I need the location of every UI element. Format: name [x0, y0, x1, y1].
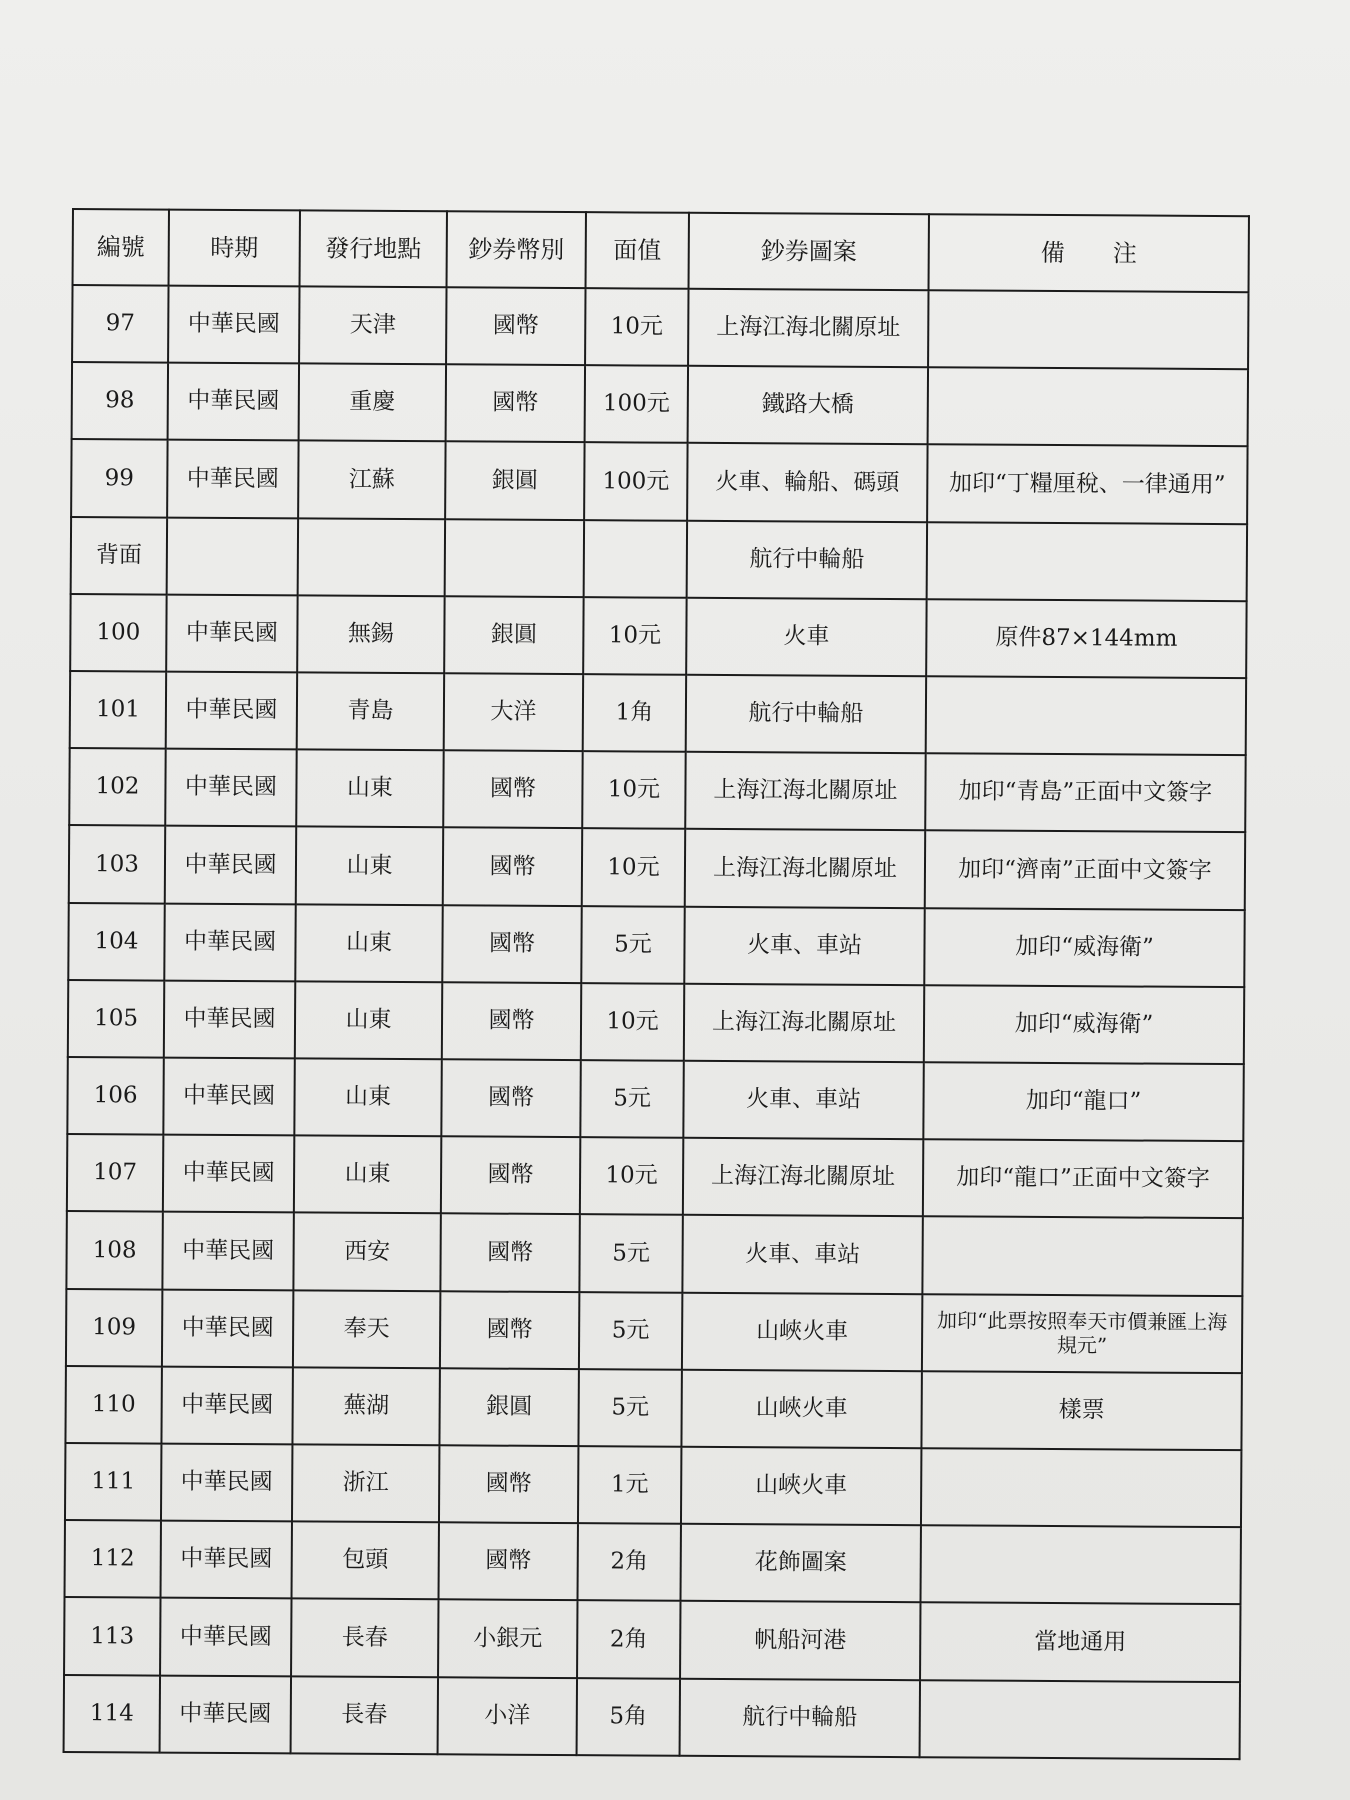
cell-remark: 加印“龍口”: [923, 1062, 1243, 1141]
cell-period: [167, 517, 298, 595]
cell-currency: 銀圓: [445, 442, 584, 520]
cell-design: 帆船河港: [680, 1601, 920, 1680]
cell-remark: 加印“威海衛”: [924, 985, 1244, 1064]
cell-currency: 國幣: [439, 1445, 578, 1523]
table-row: [66, 1289, 1242, 1373]
cell-remark: [926, 676, 1246, 755]
cell-currency: 國幣: [446, 364, 585, 442]
cell-currency: 國幣: [440, 1291, 579, 1369]
cell-period: 中華民國: [164, 980, 295, 1058]
cell-currency: 國幣: [439, 1523, 578, 1601]
table-row: [64, 1675, 1240, 1760]
cell-period: 中華民國: [160, 1598, 291, 1676]
table-row: [70, 671, 1246, 755]
cell-remark: 加印“龍口”正面中文簽字: [923, 1139, 1243, 1218]
cell-value: 5元: [579, 1215, 682, 1293]
table-row: [71, 517, 1247, 601]
cell-place: 青島: [297, 672, 444, 750]
cell-id: 107: [67, 1134, 163, 1212]
cell-currency: 國幣: [441, 1137, 580, 1215]
cell-design: 火車: [686, 598, 926, 677]
cell-period: 中華民國: [161, 1521, 292, 1599]
cell-period: 中華民國: [162, 1289, 293, 1367]
cell-remark: 加印“濟南”正面中文簽字: [925, 831, 1245, 910]
cell-remark: 加印“此票按照奉天市價兼匯上海規元”: [922, 1294, 1242, 1373]
cell-value: 2角: [577, 1601, 680, 1679]
cell-value: 1元: [578, 1446, 681, 1524]
cell-id: 105: [68, 980, 164, 1058]
cell-period: 中華民國: [168, 363, 299, 441]
table-row: [72, 285, 1248, 369]
cell-place: 西安: [293, 1213, 440, 1291]
cell-currency: 小銀元: [438, 1600, 577, 1678]
cell-remark: 加印“青島”正面中文簽字: [925, 753, 1245, 832]
cell-currency: 小洋: [438, 1677, 577, 1755]
cell-remark: [927, 522, 1247, 601]
table-row: [71, 439, 1247, 523]
cell-remark: [920, 1680, 1240, 1759]
table-row: [69, 825, 1245, 909]
cell-currency: 銀圓: [439, 1368, 578, 1446]
header-row: [73, 209, 1249, 292]
header-value: 面值: [586, 212, 689, 289]
cell-id: 110: [65, 1366, 161, 1444]
cell-place: 長春: [291, 1676, 438, 1754]
cell-place: 山東: [294, 1136, 441, 1214]
cell-place: 無錫: [297, 595, 444, 673]
cell-design: 上海江海北關原址: [685, 829, 925, 908]
cell-currency: 國幣: [443, 750, 582, 828]
cell-currency: 銀圓: [444, 596, 583, 674]
cell-value: [584, 520, 687, 598]
cell-currency: 國幣: [442, 905, 581, 983]
cell-currency: [445, 519, 584, 597]
cell-value: 5元: [580, 1060, 683, 1138]
table-row: [72, 362, 1248, 446]
cell-place: 重慶: [299, 364, 446, 442]
table-row: [65, 1443, 1241, 1527]
cell-remark: [922, 1217, 1242, 1296]
cell-period: 中華民國: [161, 1366, 292, 1444]
cell-place: 蕪湖: [292, 1367, 439, 1445]
table-row: [66, 1211, 1242, 1295]
cell-remark: [928, 290, 1248, 369]
cell-id: 113: [64, 1597, 160, 1675]
cell-remark: 當地通用: [920, 1603, 1240, 1682]
cell-remark: 樣票: [921, 1371, 1241, 1450]
cell-design: 航行中輪船: [687, 520, 927, 599]
cell-design: 火車、輪船、碼頭: [687, 443, 927, 522]
cell-place: 江蘇: [298, 441, 445, 519]
cell-place: 天津: [299, 286, 446, 364]
cell-place: 長春: [291, 1599, 438, 1677]
table-row: [65, 1520, 1241, 1604]
cell-id: 104: [68, 903, 164, 981]
table-row: [69, 748, 1245, 832]
cell-id: 112: [65, 1520, 161, 1598]
cell-period: 中華民國: [165, 826, 296, 904]
cell-currency: 國幣: [446, 287, 585, 365]
cell-design: 上海江海北關原址: [683, 1138, 923, 1217]
cell-currency: 國幣: [442, 982, 581, 1060]
cell-design: 花飾圖案: [681, 1524, 921, 1603]
cell-period: 中華民國: [165, 749, 296, 827]
cell-remark: 加印“丁糧厘稅、一律通用”: [927, 445, 1247, 524]
cell-id: 102: [69, 748, 165, 826]
cell-design: 火車、車站: [683, 1061, 923, 1140]
cell-value: 10元: [585, 288, 688, 366]
cell-design: 鐵路大橋: [688, 366, 928, 445]
cell-period: 中華民國: [167, 440, 298, 518]
header-currency: 鈔券幣別: [447, 211, 586, 288]
cell-currency: 國幣: [440, 1214, 579, 1292]
cell-id: 114: [64, 1675, 160, 1753]
cell-design: 火車、車站: [684, 906, 924, 985]
cell-place: 山東: [296, 750, 443, 828]
cell-design: 山峽火車: [681, 1447, 921, 1526]
cell-id: 108: [66, 1211, 162, 1289]
cell-id: 100: [70, 594, 166, 672]
cell-value: 5元: [581, 906, 684, 984]
cell-place: 山東: [294, 1058, 441, 1136]
cell-value: 10元: [582, 751, 685, 829]
cell-design: 上海江海北關原址: [684, 984, 924, 1063]
cell-value: 100元: [584, 443, 687, 521]
cell-value: 2角: [578, 1523, 681, 1601]
cell-period: 中華民國: [163, 1135, 294, 1213]
cell-remark: [928, 367, 1248, 446]
cell-value: 1角: [583, 674, 686, 752]
cell-value: 10元: [581, 983, 684, 1061]
cell-value: 10元: [582, 829, 685, 907]
cell-value: 5元: [579, 1292, 682, 1370]
cell-currency: 國幣: [443, 828, 582, 906]
table-body: [64, 285, 1249, 1759]
header-place: 發行地點: [300, 210, 447, 287]
cell-currency: 大洋: [444, 673, 583, 751]
header-design: 鈔券圖案: [689, 213, 929, 290]
cell-place: 山東: [295, 904, 442, 982]
cell-id: 97: [72, 285, 168, 363]
cell-period: 中華民國: [162, 1212, 293, 1290]
table-row: [68, 903, 1244, 987]
cell-remark: [921, 1448, 1241, 1527]
cell-id: 111: [65, 1443, 161, 1521]
cell-period: 中華民國: [164, 903, 295, 981]
cell-period: 中華民國: [166, 672, 297, 750]
cell-remark: 加印“威海衛”: [924, 908, 1244, 987]
cell-id: 99: [71, 439, 167, 517]
cell-place: 山東: [295, 981, 442, 1059]
cell-place: 山東: [296, 827, 443, 905]
cell-period: 中華民國: [160, 1675, 291, 1753]
cell-value: 10元: [580, 1137, 683, 1215]
cell-period: 中華民國: [168, 286, 299, 364]
header-remark: 備 注: [929, 214, 1249, 292]
cell-design: 山峽火車: [682, 1292, 922, 1371]
cell-period: 中華民國: [163, 1058, 294, 1136]
table-row: [65, 1366, 1241, 1450]
cell-design: 上海江海北關原址: [685, 752, 925, 831]
header-id: 編號: [73, 209, 169, 286]
cell-period: 中華民國: [161, 1444, 292, 1522]
banknote-catalog-table: [63, 208, 1250, 1760]
cell-id: 101: [70, 671, 166, 749]
cell-value: 5元: [578, 1369, 681, 1447]
cell-id: 背面: [71, 517, 167, 595]
cell-place: 浙江: [292, 1444, 439, 1522]
table-row: [70, 594, 1246, 678]
cell-value: 5角: [577, 1678, 680, 1756]
cell-value: 10元: [583, 597, 686, 675]
cell-remark: [920, 1525, 1240, 1604]
cell-id: 98: [72, 362, 168, 440]
header-period: 時期: [169, 210, 300, 287]
table-row: [67, 1134, 1243, 1218]
cell-design: 航行中輪船: [686, 675, 926, 754]
cell-design: 火車、車站: [682, 1215, 922, 1294]
table-row: [68, 980, 1244, 1064]
cell-remark: 原件87×144mm: [926, 599, 1246, 678]
cell-place: 包頭: [292, 1522, 439, 1600]
cell-design: 航行中輪船: [680, 1678, 920, 1757]
cell-period: 中華民國: [166, 594, 297, 672]
cell-place: 奉天: [293, 1290, 440, 1368]
table-row: [64, 1597, 1240, 1681]
table-row: [67, 1057, 1243, 1141]
cell-value: 100元: [585, 365, 688, 443]
cell-id: 109: [66, 1289, 162, 1367]
cell-design: 山峽火車: [681, 1370, 921, 1449]
cell-id: 106: [67, 1057, 163, 1135]
cell-place: [298, 518, 445, 596]
cell-currency: 國幣: [441, 1059, 580, 1137]
cell-id: 103: [69, 825, 165, 903]
cell-design: 上海江海北關原址: [688, 289, 928, 368]
